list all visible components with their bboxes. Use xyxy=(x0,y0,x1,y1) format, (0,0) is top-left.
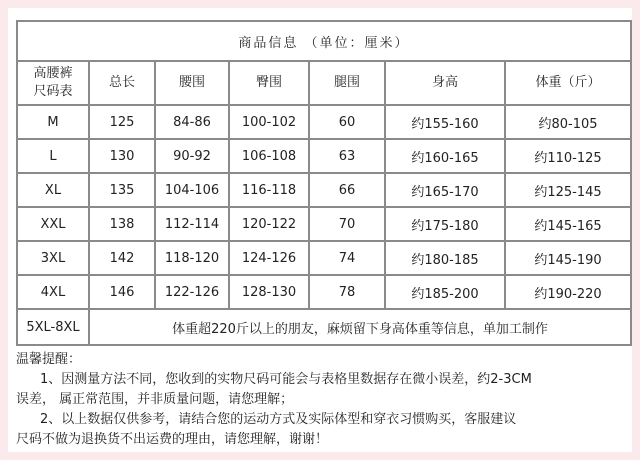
table-row xyxy=(17,139,631,173)
height-cell: 约155-160 xyxy=(385,105,505,139)
height-cell: 约160-165 xyxy=(385,139,505,173)
table-row xyxy=(17,275,631,309)
waist-cell: 118-120 xyxy=(155,241,229,275)
column-header-hip: 臀围 xyxy=(229,61,309,105)
height-cell: 约180-185 xyxy=(385,241,505,275)
hip-cell: 106-108 xyxy=(229,139,309,173)
length-cell: 142 xyxy=(89,241,155,275)
column-header-length: 总长 xyxy=(89,61,155,105)
notes-section xyxy=(16,350,632,450)
column-header-waist: 腰围 xyxy=(155,61,229,105)
table-row xyxy=(17,241,631,275)
thigh-cell: 70 xyxy=(309,207,385,241)
weight-cell: 约110-125 xyxy=(505,139,631,173)
hip-cell: 116-118 xyxy=(229,173,309,207)
waist-cell: 84-86 xyxy=(155,105,229,139)
thigh-cell: 66 xyxy=(309,173,385,207)
weight-cell: 约145-190 xyxy=(505,241,631,275)
size-chart-sheet xyxy=(8,8,632,452)
length-cell: 138 xyxy=(89,207,155,241)
length-cell: 146 xyxy=(89,275,155,309)
height-cell: 约175-180 xyxy=(385,207,505,241)
size-cell: 5XL-8XL xyxy=(17,309,89,345)
note-2-line-2: 尺码不做为退换货不出运费的理由，请您理解，谢谢！ xyxy=(16,432,329,447)
table-row xyxy=(17,105,631,139)
length-cell: 135 xyxy=(89,173,155,207)
size-cell: 4XL xyxy=(17,275,89,309)
table-row xyxy=(17,207,631,241)
note-1-line-2: 误差， 属正常范围，并非质量问题，请您理解； xyxy=(16,392,294,407)
table-title: 商品信息 （单位：厘米） xyxy=(17,21,631,61)
thigh-cell: 60 xyxy=(309,105,385,139)
waist-cell: 90-92 xyxy=(155,139,229,173)
weight-cell: 约190-220 xyxy=(505,275,631,309)
weight-cell: 约145-165 xyxy=(505,207,631,241)
weight-cell: 约80-105 xyxy=(505,105,631,139)
size-label-text: 高腰裤 尺码表 xyxy=(33,66,73,99)
height-cell: 约185-200 xyxy=(385,275,505,309)
hip-cell: 100-102 xyxy=(229,105,309,139)
length-cell: 130 xyxy=(89,139,155,173)
table-row xyxy=(17,173,631,207)
size-cell: L xyxy=(17,139,89,173)
thigh-cell: 74 xyxy=(309,241,385,275)
notes-heading: 温馨提醒： xyxy=(16,352,82,367)
waist-cell: 122-126 xyxy=(155,275,229,309)
size-cell: XL xyxy=(17,173,89,207)
thigh-cell: 63 xyxy=(309,139,385,173)
height-cell: 约165-170 xyxy=(385,173,505,207)
note-2-line-1: 2、以上数据仅供参考，请结合您的运动方式及实际体型和穿衣习惯购买，客服建议 xyxy=(40,412,517,427)
size-cell: XXL xyxy=(17,207,89,241)
size-cell: 3XL xyxy=(17,241,89,275)
column-header-height: 身高 xyxy=(385,61,505,105)
column-header-weight: 体重（斤） xyxy=(505,61,631,105)
length-cell: 125 xyxy=(89,105,155,139)
table-row-oversize xyxy=(17,309,631,345)
hip-cell: 124-126 xyxy=(229,241,309,275)
hip-cell: 128-130 xyxy=(229,275,309,309)
thigh-cell: 78 xyxy=(309,275,385,309)
waist-cell: 112-114 xyxy=(155,207,229,241)
column-header-thigh: 腿围 xyxy=(309,61,385,105)
hip-cell: 120-122 xyxy=(229,207,309,241)
weight-cell: 约125-145 xyxy=(505,173,631,207)
size-chart-table xyxy=(16,20,632,346)
oversize-message: 体重超220斤以上的朋友，麻烦留下身高体重等信息，单加工制作 xyxy=(89,309,631,345)
note-1-line-1: 1、因测量方法不同，您收到的实物尺码可能会与表格里数据存在微小误差，约2-3CM xyxy=(40,372,532,387)
size-label-header xyxy=(17,61,89,105)
waist-cell: 104-106 xyxy=(155,173,229,207)
size-cell: M xyxy=(17,105,89,139)
